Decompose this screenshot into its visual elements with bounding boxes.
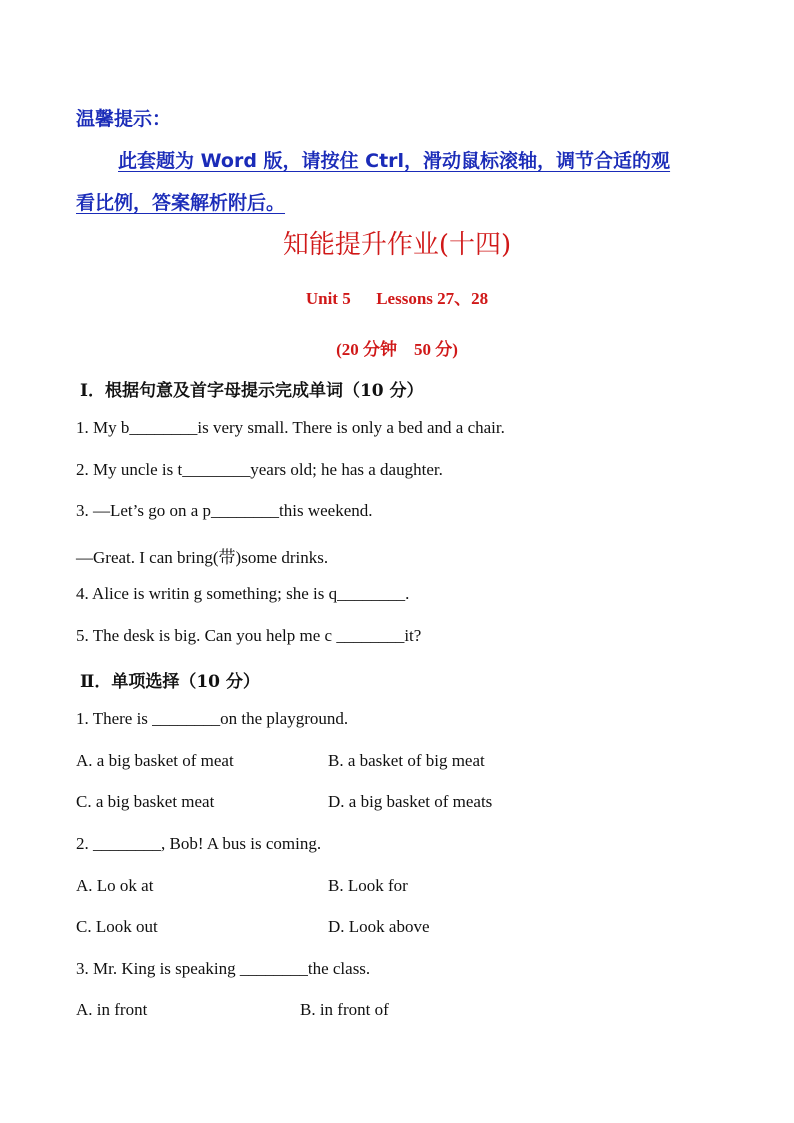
s2-q1-option-d: D. a big basket of meats: [328, 792, 493, 811]
tip-line-2-text: 看比例，答案解析附后。: [76, 192, 286, 214]
s2-q1-option-b: B. a basket of big meat: [328, 751, 485, 770]
s2-q1-option-a: A. a big basket of meat: [76, 751, 234, 770]
time-score: (20 分钟 50 分): [336, 340, 458, 359]
s2-q3-option-a: A. in front: [76, 1000, 148, 1019]
s1-item-5: 5. The desk is big. Can you help me c ________it?: [76, 626, 422, 645]
tip-heading: 温馨提示：: [76, 108, 172, 130]
s2-q3-stem: 3. Mr. King is speaking ________the class.: [76, 959, 371, 978]
s2-q3-option-b: B. in front of: [300, 1000, 389, 1019]
s2-q2-option-c: C. Look out: [76, 917, 158, 936]
section-1-heading: Ⅰ．根据句意及首字母提示完成单词（10 分）: [80, 381, 424, 401]
s1-item-2: 2. My uncle is t________years old; he has a daughter.: [76, 460, 443, 479]
tip-line-1-text: 此套题为 Word 版，请按住 Ctrl，滑动鼠标滚轴，调节合适的观: [118, 150, 671, 172]
unit-subtitle: Unit 5 Lessons 27、28: [305, 289, 489, 308]
tip-line-1: [118, 146, 670, 173]
s2-q2-option-d: D. Look above: [328, 917, 430, 936]
s2-q2-option-a: A. Lo ok at: [76, 876, 154, 895]
tip-line-2: [76, 188, 285, 215]
section-2-heading: Ⅱ．单项选择（10 分）: [80, 672, 260, 692]
page-title: 知能提升作业(十四): [282, 230, 512, 260]
s1-item-1: 1. My b________is very small. There is only a bed and a chair.: [76, 418, 505, 437]
s2-q2-option-b: B. Look for: [328, 876, 408, 895]
s2-q1-option-c: C. a big basket meat: [76, 792, 215, 811]
s1-item-3-reply: —Great. I can bring(带)some drinks.: [76, 548, 329, 567]
s2-q1-stem: 1. There is ________on the playground.: [76, 709, 349, 728]
s1-item-3: 3. —Let’s go on a p________this weekend.: [76, 501, 373, 520]
s1-item-4: 4. Alice is writin g something; she is q________.: [76, 584, 410, 603]
s2-q2-stem: 2. ________, Bob! A bus is coming.: [76, 834, 322, 853]
